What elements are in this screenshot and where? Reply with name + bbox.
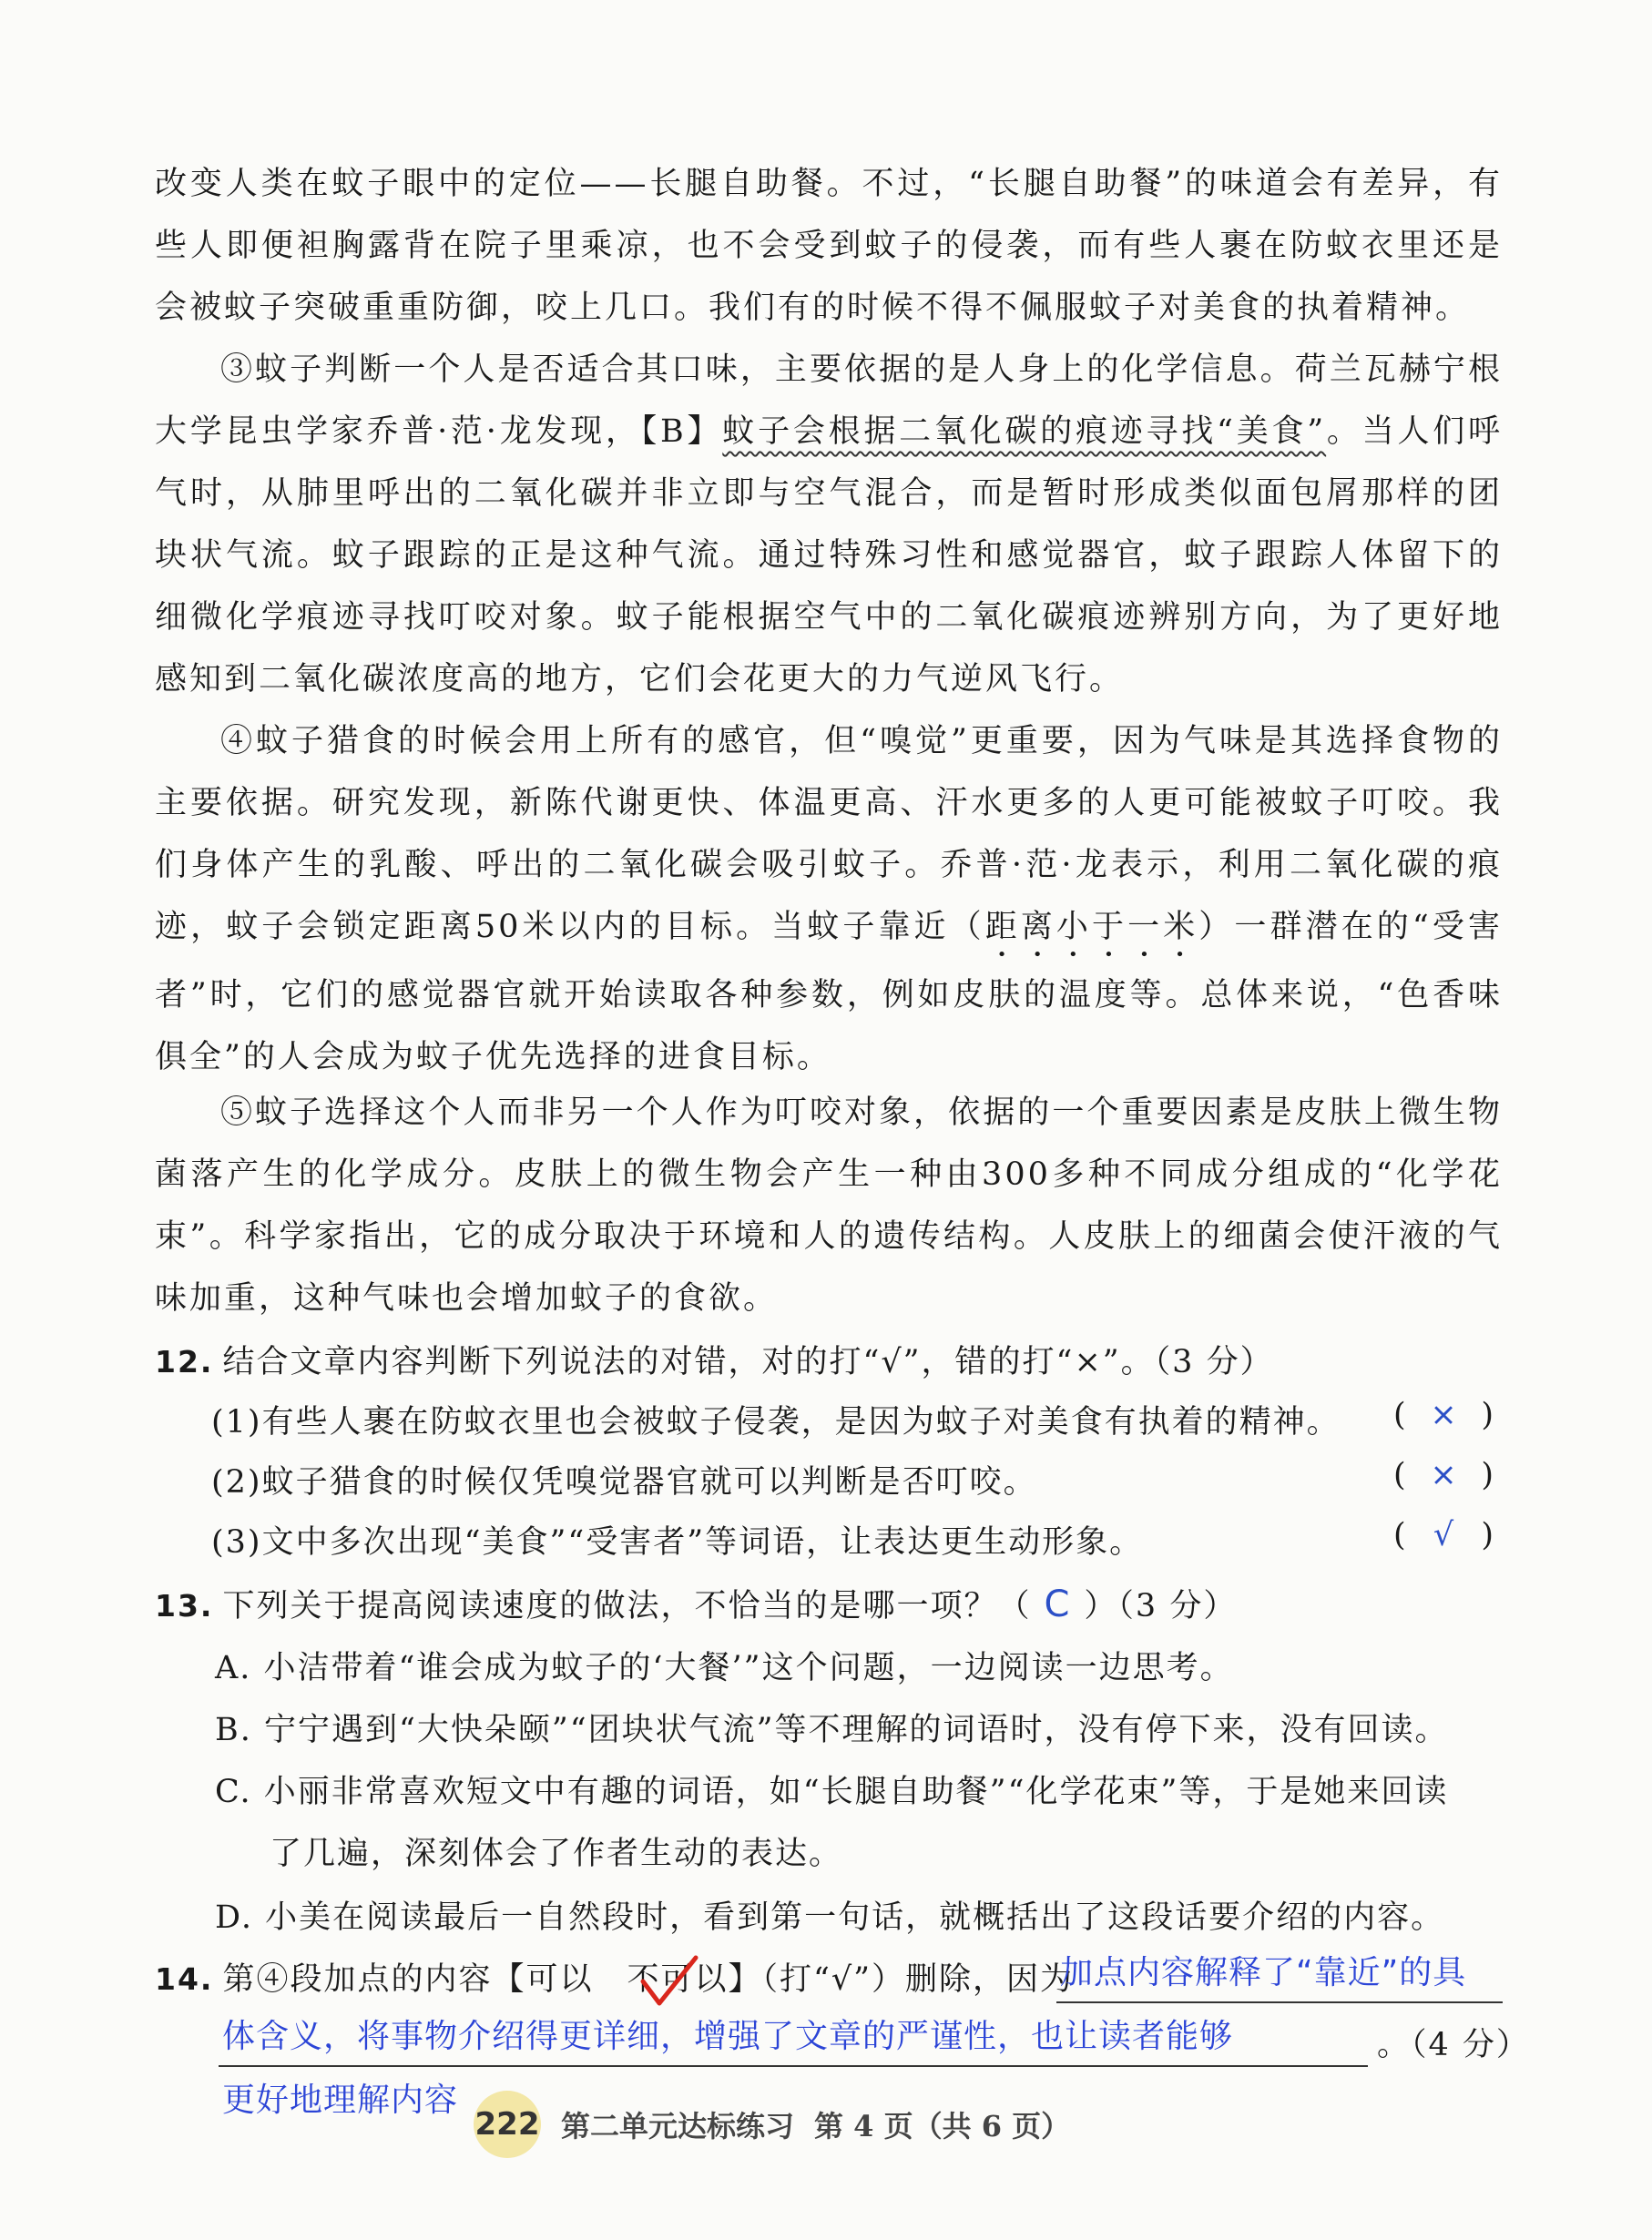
question-number: 14. <box>155 1961 214 1997</box>
answer-line-3: 更好地理解内容 <box>222 2082 459 2119</box>
paragraph-text: 改变人类在蚊子眼中的定位——长腿自助餐。不过，“长腿自助餐”的味道会有差异，有些人即便袒胸露背在院子里乘凉，也不会受到蚊子的侵袭，而有些人裹在防蚊衣里还是会被蚊子突破重重防御，咬上几口。我们有的时候不得不佩服蚊子对美食的执着精神。 <box>155 166 1503 326</box>
question-12-stem <box>155 1337 1274 1382</box>
question-12-item-1: (1)有些人裹在防蚊衣里也会被蚊子侵袭，是因为蚊子对美食有执着的精神。 <box>211 1404 1341 1441</box>
page-info: 第 4 页（共 6 页） <box>814 2109 1071 2143</box>
answer-underline-2 <box>219 2065 1368 2067</box>
dotted-phrase: （距离小于一米） <box>949 909 1235 945</box>
score-note: 。（4 分） <box>1377 2027 1530 2063</box>
paragraph-text: 。当人们呼气时，从肺里呼出的二氧化碳并非立即与空气混合，而是暂时形成类似面包屑那样的团块状气流。蚊子跟踪的正是这种气流。通过特殊习性和感觉器官，蚊子跟踪人体留下的细微化学痕迹寻找叮咬对象。蚊子能根据空气中的二氧化碳痕迹辨别方向，为了更好地感知到二氧化碳浓度高的地方，它们会花更大的力气逆风飞行。 <box>155 413 1503 697</box>
question-13-stem: 13. 下列关于提高阅读速度的做法，不恰当的是哪一项？（ C ）（3 分） <box>155 1583 1238 1625</box>
wavy-underlined-sentence: 蚊子会根据二氧化碳的痕迹寻找“美食” <box>722 413 1327 450</box>
answer-mark: × <box>1430 1457 1457 1493</box>
question-14-stem: 14. 第④段加点的内容【可以 不可以】（打“√”）删除，因为 <box>155 1961 1075 1998</box>
passage-paragraph-5 <box>155 1082 1503 1329</box>
answer-line-1: 加点内容解释了“靠近”的具 <box>1060 1954 1467 1991</box>
answer-paren-3: ( √ ) <box>1393 1517 1494 1553</box>
unit-title: 第二单元达标练习 <box>561 2109 795 2143</box>
question-number: 12. <box>155 1344 214 1380</box>
passage-paragraph-4 <box>155 710 1503 1088</box>
answer-letter: C <box>1044 1583 1072 1625</box>
answer-line-2: 体含义，将事物介绍得更详细，增强了文章的严谨性，也让读者能够 <box>222 2018 1234 2055</box>
passage-paragraph-3 <box>155 339 1503 710</box>
passage-paragraph-2 <box>155 153 1503 339</box>
answer-mark: √ <box>1433 1517 1454 1553</box>
question-12-item-2: (2)蚊子猎食的时候仅凭嗅觉器官就可以判断是否叮咬。 <box>211 1464 1037 1501</box>
paragraph-text: ④蚊子猎食的时候会用上所有的感官，但“嗅觉”更重要，因为气味是其选择食物的主要依据。研究发现，新陈代谢更快、体温更高、汗水更多的人更可能被蚊子叮咬。我们身体产生的乳酸、呼出的二氧化碳会吸引蚊子。乔普·范·龙表示，利用二氧化碳的痕迹，蚊子会锁定距离50米以内的目标。当蚊子靠近 <box>155 723 1503 945</box>
option-a: A. 小洁带着“谁会成为蚊子的‘大餐’”这个问题，一边阅读一边思考。 <box>215 1650 1234 1686</box>
question-12-item-3: (3)文中多次出现“美食”“受害者”等词语，让表达更生动形象。 <box>211 1524 1144 1561</box>
paragraph-text: ⑤蚊子选择这个人而非另一个人作为叮咬对象，依据的一个重要因素是皮肤上微生物菌落产生的化学成分。皮肤上的微生物会产生一种由300多种不同成分组成的“化学花束”。科学家指出，它的成分取决于环境和人的遗传结构。人皮肤上的细菌会使汗液的气味加重，这种气味也会增加蚊子的食欲。 <box>155 1095 1503 1317</box>
paragraph-text: ③蚊子判断一个人是否适合其口味，主要依据的是人身上的化学信息。荷兰瓦赫宁根大学昆虫学家乔普·范·龙发现，【B】 <box>155 351 1503 450</box>
paragraph-text: 一群潜在的“受害者”时，它们的感觉器官就开始读取各种参数，例如皮肤的温度等。总体来说，“色香味俱全”的人会成为蚊子优先选择的进食目标。 <box>155 909 1503 1075</box>
option-c-continued: 了几遍，深刻体会了作者生动的表达。 <box>270 1836 843 1872</box>
check-mark-icon <box>637 1954 701 2009</box>
option-d: D. 小美在阅读最后一自然段时，看到第一句话，就概括出了这段话要介绍的内容。 <box>215 1899 1445 1936</box>
answer-mark: × <box>1430 1397 1457 1433</box>
option-c: C. 小丽非常喜欢短文中有趣的词语，如“长腿自助餐”“化学花束”等，于是她来回读 <box>215 1774 1449 1810</box>
answer-underline-1 <box>1056 2001 1503 2003</box>
question-number: 13. <box>155 1588 214 1624</box>
answer-paren-2: ( × ) <box>1393 1457 1494 1493</box>
page-number: 222 <box>474 2091 541 2158</box>
question-text: 结合文章内容判断下列说法的对错，对的打“√”，错的打“×”。（3 分） <box>222 1344 1274 1380</box>
page-footer <box>474 2091 1070 2158</box>
answer-paren-1: ( × ) <box>1393 1397 1494 1433</box>
option-b: B. 宁宁遇到“大快朵颐”“团块状气流”等不理解的词语时，没有停下来，没有回读。 <box>215 1712 1449 1748</box>
